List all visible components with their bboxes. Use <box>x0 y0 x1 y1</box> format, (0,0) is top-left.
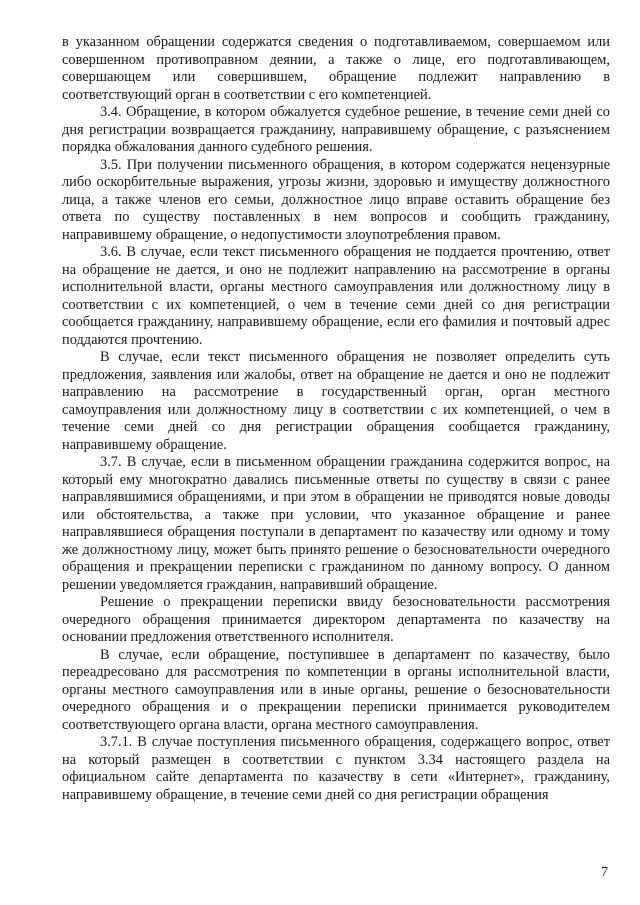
paragraph-3-6-unclear-text: В случае, если текст письменного обращения не позволяет определить суть предложения, заявления или жалобы, ответ на обращение не дается и оно не подлежит направлению на рассмотрение в государственный орган, орган местного самоуправления или должностному лицу в соответствии с их компетенцией, о чем в течение семи дней со дня регистрации обращения сообщается гражданину, направившему обращение. <box>62 349 610 453</box>
paragraph-3-5: 3.5. При получении письменного обращения, в котором содержатся нецензурные либо оскорбительные выражения, угрозы жизни, здоровью и имуществу должностного лица, а также членов его семьи, должностное лицо вправе оставить обращение без ответа по существу поставленных в нем вопросов и сообщить гражданину, направившему обращение, о недопустимости злоупотребления правом. <box>62 156 610 243</box>
paragraph-continuation: в указанном обращении содержатся сведения о подготавливаемом, совершаемом или совершенном противоправном деянии, а также о лице, его подготавливающем, совершающем или совершившем, обращение подлежит направлению в соответствующий орган в соответствии с его компетенцией. <box>62 34 610 103</box>
paragraph-3-7-readdressed: В случае, если обращение, поступившее в департамент по казачеству, было переадресовано для рассмотрения по компетенции в органы исполнительной власти, органы местного самоуправления или в иные органы, решение о безосновательности очередного обращения и о прекращении переписки принимается руководителем соответствующего органа власти, органа местного самоуправления. <box>62 646 610 733</box>
document-body <box>62 34 610 804</box>
page-number: 7 <box>601 865 608 880</box>
paragraph-3-7-1: 3.7.1. В случае поступления письменного обращения, содержащего вопрос, ответ на который размещен в соответствии с пунктом 3.34 настоящего раздела на официальном сайте департамента по казачеству в сети «Интернет», гражданину, направившему обращение, в течение семи дней со дня регистрации обращения <box>62 734 610 803</box>
paragraph-3-7-decision: Решение о прекращении переписки ввиду безосновательности рассмотрения очередного обращения принимается директором департамента по казачеству на основании предложения ответственного исполнителя. <box>62 594 610 645</box>
paragraph-3-4: 3.4. Обращение, в котором обжалуется судебное решение, в течение семи дней со дня регистрации возвращается гражданину, направившему обращение, с разъяснением порядка обжалования данного судебного решения. <box>62 104 610 155</box>
paragraph-3-7: 3.7. В случае, если в письменном обращении гражданина содержится вопрос, на который ему многократно давались письменные ответы по существу в связи с ранее направлявшимися обращениями, и при этом в обращении не приводятся новые доводы или обстоятельства, а также при условии, что указанное обращение и ранее направлявшиеся обращения поступали в департамент по казачеству или одному и тому же должностному лицу, может быть принято решение о безосновательности очередного обращения и прекращении переписки с гражданином по данному вопросу. О данном решении уведомляется гражданин, направивший обращение. <box>62 454 610 593</box>
paragraph-3-6: 3.6. В случае, если текст письменного обращения не поддается прочтению, ответ на обращение не дается, и оно не подлежит направлению на рассмотрение в органы исполнительной власти, органы местного самоуправления или должностному лицу в соответствии с их компетенцией, о чем в течение семи дней со дня регистрации сообщается гражданину, направившему обращение, если его фамилия и почтовый адрес поддаются прочтению. <box>62 244 610 348</box>
